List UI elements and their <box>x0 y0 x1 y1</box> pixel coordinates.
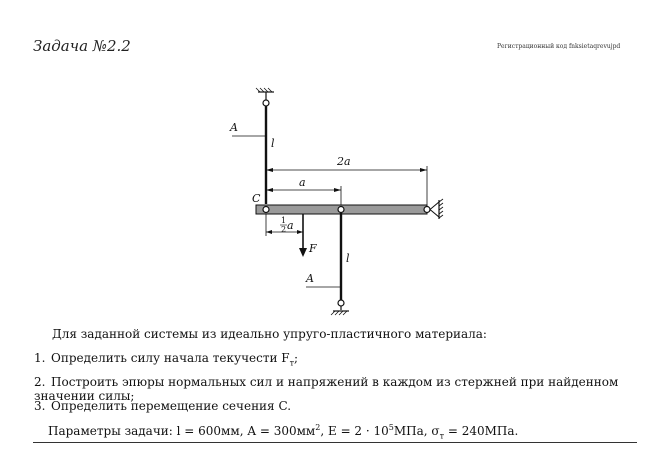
label-half-den: 2 <box>281 225 287 234</box>
label-a: a <box>299 176 306 189</box>
task-number: 2. <box>34 375 46 389</box>
label-A-bottom: A <box>306 272 314 285</box>
label-half-num: 1 <box>281 216 287 225</box>
param-modulus: , E = 2 · 10 <box>320 424 389 438</box>
label-2a: 2a <box>337 155 351 168</box>
param-length: l = 600мм, <box>176 424 248 438</box>
task-tail: ; <box>294 351 299 365</box>
problem-parameters <box>48 423 518 440</box>
registration-code: Регистрационный код fnksietaqrevujpd <box>497 43 621 50</box>
task-text: Построить эпюры нормальных сил и напряжений в каждом из стержней при найденном значении силы; <box>34 375 619 403</box>
bottom-hinge-support <box>331 300 349 315</box>
task-item-1 <box>34 351 298 367</box>
problem-title: Задача №2.2 <box>33 37 131 55</box>
param-modulus-tail: МПа, σ <box>393 424 440 438</box>
param-modulus-sup: 5 <box>388 423 394 432</box>
param-sigma-tail: = 240МПа. <box>444 424 519 438</box>
param-sigma-sub: т <box>439 431 445 441</box>
param-area-sup: 2 <box>315 423 321 432</box>
hinge-bottom-rod <box>338 207 344 213</box>
label-F: F <box>309 242 317 255</box>
params-prefix: Параметры задачи: <box>48 424 177 438</box>
bottom-divider <box>33 442 637 443</box>
task-text: Определить перемещение сечения C. <box>51 399 292 413</box>
label-half-a: a <box>287 219 294 232</box>
label-l-bottom: l <box>346 252 350 265</box>
task-text: Определить силу начала текучести F <box>51 351 290 365</box>
task-number: 3. <box>34 399 46 413</box>
top-hinge-support <box>256 88 274 106</box>
hinge-C <box>263 207 269 213</box>
problem-intro: Для заданной системы из идеально упруго-пластичного материала: <box>52 327 487 341</box>
task-number: 1. <box>34 351 46 365</box>
label-C: C <box>252 192 261 205</box>
label-l-top: l <box>271 137 275 150</box>
param-area: A = 300мм <box>247 424 316 438</box>
label-A-top: A <box>230 121 238 134</box>
task-subscript: т <box>289 358 295 368</box>
task-item-3 <box>34 399 291 413</box>
